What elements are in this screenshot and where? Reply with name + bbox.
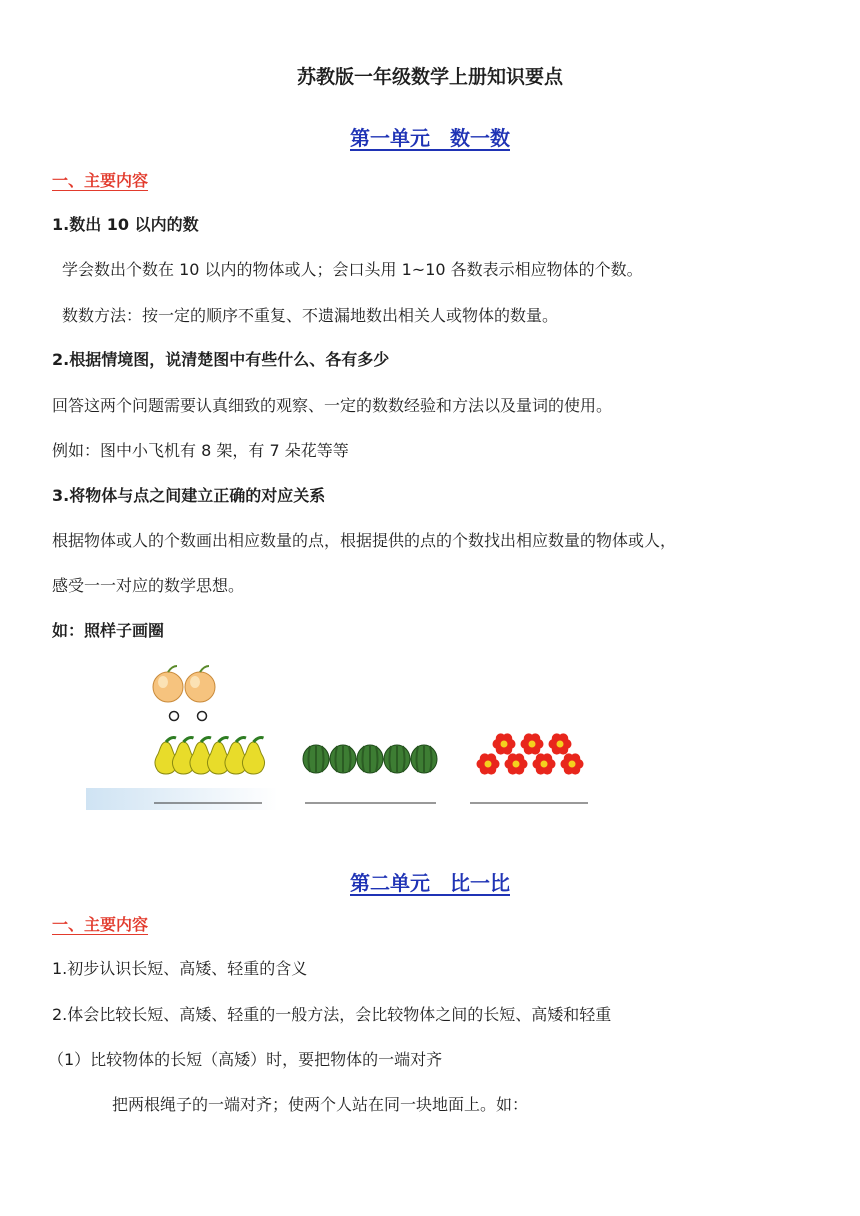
watermelon-group (303, 745, 437, 773)
unit1-heading-text: 第一单元 数一数 (350, 126, 510, 150)
floor-shade (86, 788, 634, 810)
flower-icon (533, 753, 556, 774)
flower-icon (521, 733, 544, 754)
unit2-line-3: （1）比较物体的长短（高矮）时，要把物体的一端对齐 (48, 1050, 443, 1069)
counting-exercise-picture (86, 654, 634, 810)
watermelon-icon (330, 745, 356, 773)
example-label: 如：照样子画圈 (52, 621, 165, 640)
point3-text-a: 根据物体或人的个数画出相应数量的点，根据提供的点的个数找出相应数量的物体或人， (52, 531, 677, 550)
point1-title: 1.数出 10 以内的数 (52, 215, 199, 234)
unit2-heading-text: 第二单元 比一比 (350, 871, 510, 895)
point3-title: 3.将物体与点之间建立正确的对应关系 (52, 486, 326, 505)
point1-text-b: 数数方法：按一定的顺序不重复、不遗漏地数出相关人或物体的数量。 (62, 306, 559, 325)
point2-title: 2.根据情境图，说清楚图中有些什么、各有多少 (52, 350, 390, 369)
unit2-section-heading: 一、主要内容 (52, 915, 149, 934)
pear-icon (242, 738, 264, 775)
flower-icon (549, 733, 572, 754)
flower-group (477, 733, 584, 774)
flower-icon (477, 753, 500, 774)
peach-icon (153, 666, 183, 702)
circle-mark (198, 712, 207, 721)
doc-title: 苏教版一年级数学上册知识要点 (296, 66, 563, 88)
circle-mark (170, 712, 179, 721)
watermelon-icon (384, 745, 410, 773)
unit2-line-2: 2.体会比较长短、高矮、轻重的一般方法，会比较物体之间的长短、高矮和轻重 (52, 1005, 612, 1024)
circle-group (170, 712, 207, 721)
watermelon-icon (303, 745, 329, 773)
counting-exercise-illustration (86, 654, 634, 810)
unit2-heading (0, 867, 860, 896)
unit1-section-heading: 一、主要内容 (52, 171, 149, 190)
peach-icon (185, 666, 215, 702)
point3-text-b: 感受一一对应的数学思想。 (52, 576, 245, 595)
point1-text-a: 学会数出个数在 10 以内的物体或人；会口头用 1~10 各数表示相应物体的个数。 (62, 260, 643, 279)
flower-icon (493, 733, 516, 754)
flower-icon (561, 753, 584, 774)
peach-group (153, 666, 215, 702)
unit2-line-1: 1.初步认识长短、高矮、轻重的含义 (52, 959, 308, 978)
unit2-line-4: 把两根绳子的一端对齐；使两个人站在同一块地面上。如： (112, 1095, 529, 1114)
watermelon-icon (357, 745, 383, 773)
unit1-heading (0, 122, 860, 151)
point2-text-b: 例如：图中小飞机有 8 架，有 7 朵花等等 (52, 441, 349, 460)
flower-icon (505, 753, 528, 774)
pear-group (155, 738, 265, 775)
point2-text-a: 回答这两个问题需要认真细致的观察、一定的数数经验和方法以及量词的使用。 (52, 396, 613, 415)
watermelon-icon (411, 745, 437, 773)
